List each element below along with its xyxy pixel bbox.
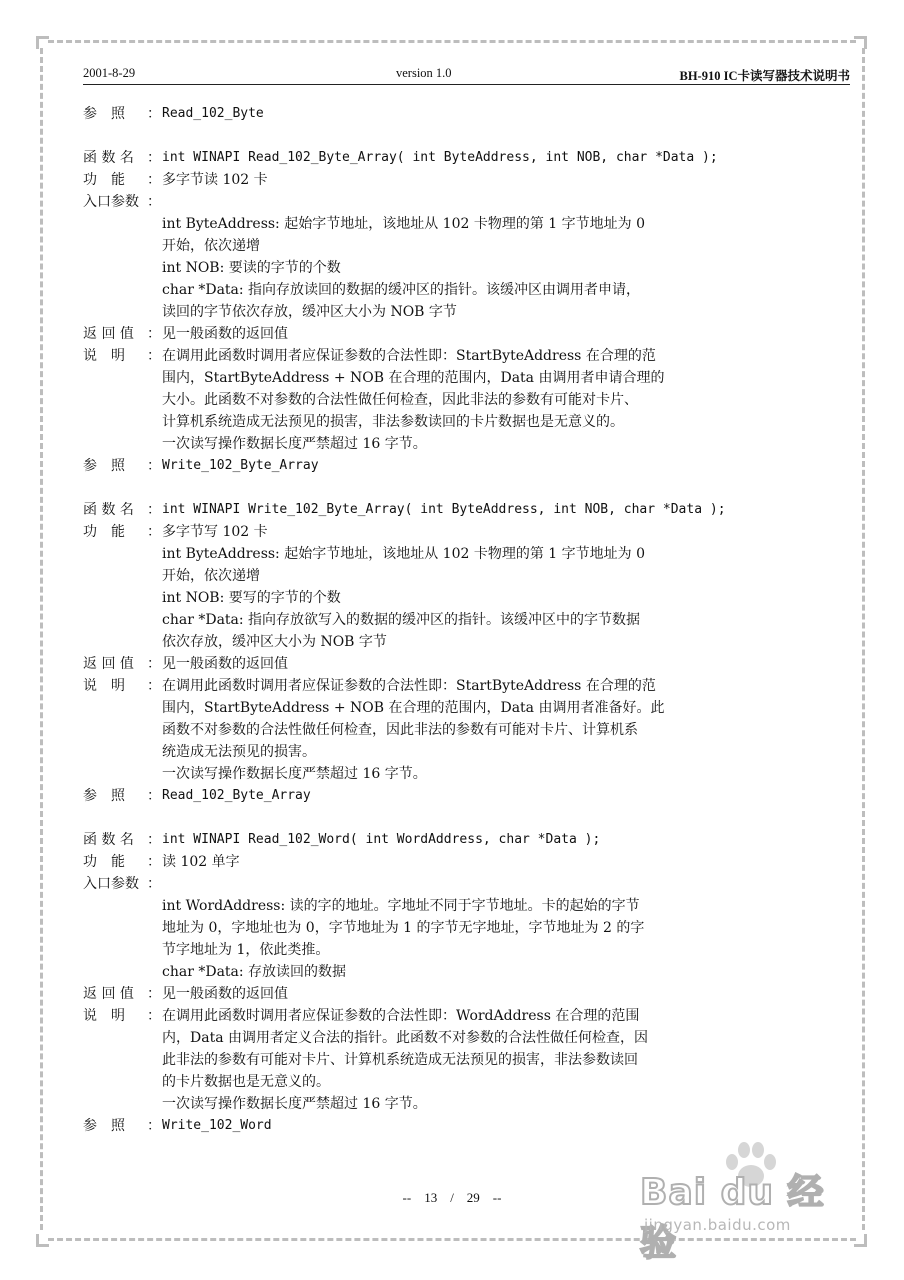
note-label: 说 明 (83, 1008, 125, 1024)
ref-row: 参 照 ： Read_102_Byte (83, 103, 783, 125)
ref-row: 参 照 ： Write_102_Byte_Array (83, 455, 783, 477)
note-line: 计算机系统造成无法预见的损害，非法参数读回的卡片数据也是无意义的。 (162, 414, 624, 430)
function-name-row: 函 数 名 ： int WINAPI Write_102_Byte_Array( int ByteAddress, int NOB, char *Data ); (83, 499, 783, 521)
note-line: 此非法的参数有可能对卡片、计算机系统造成无法预见的损害，非法参数读回 (162, 1052, 638, 1068)
note-line: 统造成无法预见的损害。 (162, 744, 316, 760)
header-version: version 1.0 (396, 66, 452, 80)
param-line: int NOB: 要写的字节的个数 (162, 590, 341, 606)
frame-corner (36, 36, 49, 49)
note-line: 一次读写操作数据长度严禁超过 16 字节。 (162, 436, 427, 452)
param-line: 开始，依次递增 (162, 568, 260, 584)
return-value: 见一般函数的返回值 (162, 986, 288, 1002)
header-date: 2001-8-29 (83, 66, 136, 80)
function-name-label: 函 数 名 (83, 150, 134, 166)
ref-value: Read_102_Byte_Array (162, 788, 311, 803)
function-label: 功 能 (83, 524, 125, 540)
function-name-row: 函 数 名 ： int WINAPI Read_102_Word( int WordAddress, char *Data ); (83, 829, 783, 851)
frame-top (48, 40, 856, 43)
note-line: 一次读写操作数据长度严禁超过 16 字节。 (162, 766, 427, 782)
frame-corner (36, 1234, 49, 1247)
note-label: 说 明 (83, 678, 125, 694)
entry-params-row: 入口参数 ： (83, 876, 161, 892)
baidu-watermark (636, 1140, 856, 1264)
page-header (83, 64, 850, 85)
return-row: 返 回 值 ： 见一般函数的返回值 (83, 983, 783, 1005)
param-line: int NOB: 要读的字节的个数 (162, 260, 341, 276)
return-row: 返 回 值 ： 见一般函数的返回值 (83, 323, 783, 345)
ref-label: 参 照 (83, 458, 125, 474)
entry-params-label: 入口参数 (83, 876, 139, 892)
function-row: 功 能 ： 多字节读 102 卡 (83, 169, 783, 191)
function-row: 功 能 ： 多字节写 102 卡 (83, 521, 783, 543)
param-line: int ByteAddress: 起始字节地址，该地址从 102 卡物理的第 1 字节地址为 0 (162, 546, 646, 562)
return-value: 见一般函数的返回值 (162, 656, 288, 672)
note-label: 说 明 (83, 348, 125, 364)
ref-value: Write_102_Byte_Array (162, 458, 319, 473)
param-line: char *Data: 指向存放读回的数据的缓冲区的指针。该缓冲区由调用者申请， (162, 282, 641, 298)
ref-value: Write_102_Word (162, 1118, 272, 1133)
ref-row: 参 照 ： Read_102_Byte_Array (83, 785, 783, 807)
return-label: 返 回 值 (83, 326, 134, 342)
function-signature: int WINAPI Read_102_Word( int WordAddress, char *Data ); (162, 832, 601, 847)
watermark-url: jingyan.baidu.com (644, 1216, 791, 1234)
frame-corner (854, 36, 867, 49)
note-line: 在调用此函数时调用者应保证参数的合法性即：StartByteAddress 在合理的范 (162, 678, 656, 694)
frame-right (862, 48, 865, 1230)
param-line: 依次存放，缓冲区大小为 NOB 字节 (162, 634, 387, 650)
function-signature: int WINAPI Read_102_Byte_Array( int ByteAddress, int NOB, char *Data ); (162, 150, 718, 165)
watermark-logo: Bai du 经验 (640, 1172, 825, 1264)
document-body (83, 103, 783, 1137)
note-row: 说 明 ： 在调用此函数时调用者应保证参数的合法性即：WordAddress 在合理的范围 (83, 1005, 783, 1027)
note-line: 的卡片数据也是无意义的。 (162, 1074, 330, 1090)
return-value: 见一般函数的返回值 (162, 326, 288, 342)
param-line: int ByteAddress: 起始字节地址，该地址从 102 卡物理的第 1 字节地址为 0 (162, 216, 646, 232)
ref-row: 参 照 ： Write_102_Word (83, 1115, 783, 1137)
note-line: 在调用此函数时调用者应保证参数的合法性即：StartByteAddress 在合理的范 (162, 348, 656, 364)
ref-value: Read_102_Byte (162, 106, 264, 121)
note-row: 说 明 ： 在调用此函数时调用者应保证参数的合法性即：StartByteAddress 在合理的范 (83, 345, 783, 367)
function-description: 多字节写 102 卡 (162, 524, 268, 540)
note-line: 函数不对参数的合法性做任何检查，因此非法的参数有可能对卡片、计算机系 (162, 722, 638, 738)
function-signature: int WINAPI Write_102_Byte_Array( int ByteAddress, int NOB, char *Data ); (162, 502, 726, 517)
note-line: 在调用此函数时调用者应保证参数的合法性即：WordAddress 在合理的范围 (162, 1008, 640, 1024)
param-line: 读回的字节依次存放，缓冲区大小为 NOB 字节 (162, 304, 457, 320)
note-line: 围内，StartByteAddress + NOB 在合理的范围内，Data 由调用者申请合理的 (162, 370, 665, 386)
header-title: BH-910 IC卡读写器技术说明书 (679, 69, 850, 83)
entry-params-label: 入口参数 (83, 194, 139, 210)
ref-label: 参 照 (83, 1118, 125, 1134)
function-name-row: 函 数 名 ： int WINAPI Read_102_Byte_Array( int ByteAddress, int NOB, char *Data ); (83, 147, 783, 169)
ref-label: 参 照 (83, 106, 125, 122)
function-label: 功 能 (83, 172, 125, 188)
function-name-label: 函 数 名 (83, 832, 134, 848)
entry-params-row: 入口参数 ： (83, 194, 161, 210)
function-row: 功 能 ： 读 102 单字 (83, 851, 783, 873)
return-label: 返 回 值 (83, 986, 134, 1002)
param-line: char *Data: 存放读回的数据 (162, 964, 347, 980)
param-line: 地址为 0，字地址也为 0，字节地址为 1 的字节无字地址，字节地址为 2 的字 (162, 920, 645, 936)
function-description: 多字节读 102 卡 (162, 172, 268, 188)
note-line: 一次读写操作数据长度严禁超过 16 字节。 (162, 1096, 427, 1112)
param-line: 开始，依次递增 (162, 238, 260, 254)
function-label: 功 能 (83, 854, 125, 870)
return-label: 返 回 值 (83, 656, 134, 672)
return-row: 返 回 值 ： 见一般函数的返回值 (83, 653, 783, 675)
function-description: 读 102 单字 (162, 854, 240, 870)
frame-left (40, 48, 43, 1230)
function-name-label: 函 数 名 (83, 502, 134, 518)
param-line: char *Data: 指向存放欲写入的数据的缓冲区的指针。该缓冲区中的字节数据 (162, 612, 641, 628)
page-number: -- 13 / 29 -- (402, 1190, 502, 1205)
note-line: 大小。此函数不对参数的合法性做任何检查，因此非法的参数有可能对卡片、 (162, 392, 638, 408)
note-row: 说 明 ： 在调用此函数时调用者应保证参数的合法性即：StartByteAddress 在合理的范 (83, 675, 783, 697)
param-line: 节字地址为 1，依此类推。 (162, 942, 330, 958)
ref-label: 参 照 (83, 788, 125, 804)
note-line: 围内，StartByteAddress + NOB 在合理的范围内，Data 由调用者准备好。此 (162, 700, 665, 716)
note-line: 内，Data 由调用者定义合法的指针。此函数不对参数的合法性做任何检查，因 (162, 1030, 648, 1046)
param-line: int WordAddress: 读的字的地址。字地址不同于字节地址。卡的起始的字节 (162, 898, 640, 914)
